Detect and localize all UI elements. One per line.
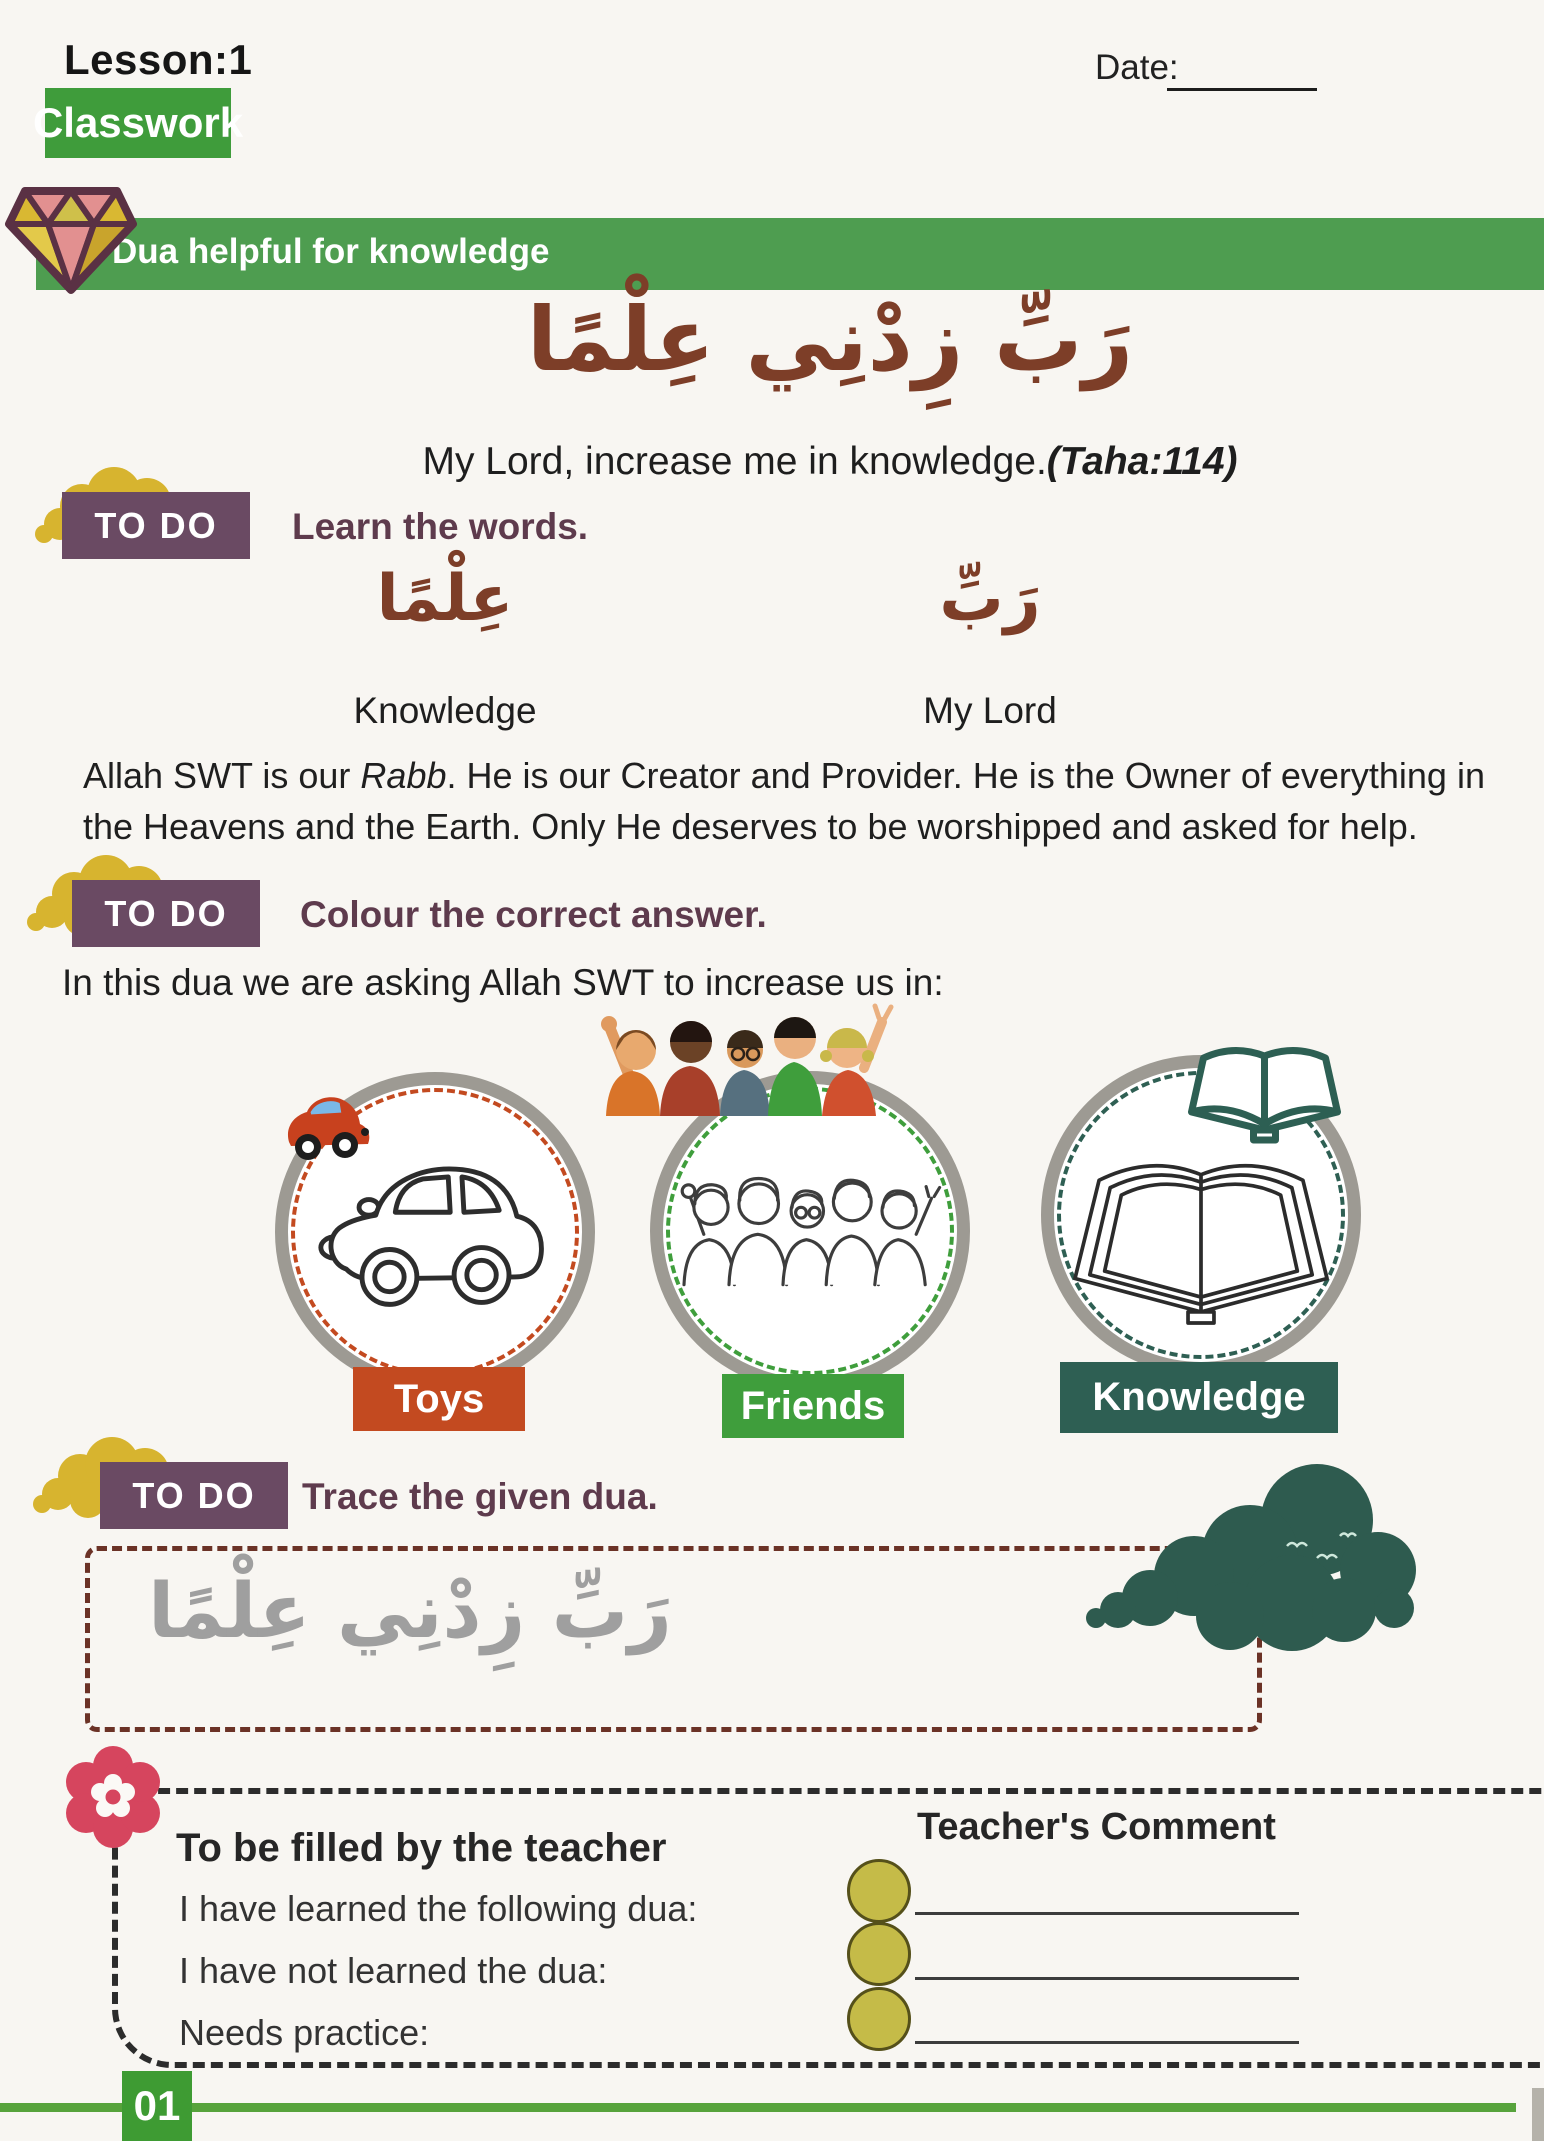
comment-dot-2[interactable] [847,1922,911,1986]
instruction-trace-dua: Trace the given dua. [302,1476,658,1517]
footer-rule [0,2103,1516,2112]
word-arabic-knowledge: عِلْمًا [376,562,514,636]
date-label: Date: [1095,48,1179,87]
todo-badge-1 [62,492,250,559]
todo-badge-3-label: TO DO [132,1474,256,1516]
page-number-badge [122,2071,192,2141]
friends-lineart-icon [675,1144,945,1294]
option-label-toys [353,1367,525,1431]
teacher-item-learned: I have learned the following dua: [179,1888,698,1929]
classwork-label: Classwork [32,99,244,146]
teacher-item-not-learned: I have not learned the dua: [179,1950,608,1991]
word-meaning-my-lord: My Lord [923,690,1057,731]
lesson-title: Lesson:1 [64,36,253,83]
dua-translation [240,440,1420,484]
teal-cloud-icon [1082,1458,1422,1683]
friends-colored-kids-icon [598,998,913,1120]
paragraph-pre: Allah SWT is our [83,755,361,796]
question-text: In this dua we are asking Allah SWT to increase us in: [62,962,944,1003]
comment-line-1[interactable] [915,1912,1299,1915]
comment-dot-1[interactable] [847,1859,911,1923]
explanation-paragraph [83,750,1535,852]
small-red-car-icon [283,1090,373,1165]
translation-text: My Lord, increase me in knowledge. [422,440,1047,483]
teacher-item-needs-practice: Needs practice: [179,2012,430,2053]
comment-dot-3[interactable] [847,1987,911,2051]
scan-edge-artifact [1532,2088,1544,2141]
section-title: Dua helpful for knowledge [112,232,550,271]
option-label-knowledge [1060,1362,1338,1433]
instruction-learn-words: Learn the words. [292,506,589,547]
todo-badge-1-label: TO DO [94,504,218,546]
instruction-colour-answer: Colour the correct answer. [300,894,767,935]
comment-line-2[interactable] [915,1977,1299,1980]
teal-book-icon [1176,1038,1354,1148]
date-input-line[interactable] [1167,88,1317,91]
todo-badge-3 [100,1462,288,1529]
comment-line-3[interactable] [915,2041,1299,2044]
todo-badge-2 [72,880,260,947]
friends-label-text: Friends [740,1383,886,1428]
teacher-comment-title: Teacher's Comment [917,1806,1276,1848]
word-arabic-my-lord: رَبِّ [939,562,1041,636]
word-meaning-knowledge: Knowledge [353,690,537,731]
knowledge-label-text: Knowledge [1092,1375,1306,1419]
todo-badge-2-label: TO DO [104,892,228,934]
teacher-box-title: To be filled by the teacher [176,1826,667,1870]
flower-icon [56,1740,171,1855]
open-book-lineart-icon [1062,1128,1340,1328]
paragraph-post: . He is our Creator and Provider. He is the Owner of everything in the Heavens and the Earth. Only He deserves to be worshipped and asked for help. [83,755,1485,848]
quran-reference: (Taha:114) [1046,440,1238,483]
page-number-text: 01 [133,2082,181,2129]
paragraph-term-rabb: Rabb [360,755,447,796]
trace-dua-text: رَبِّ زِدْنِي عِلْمًا [148,1566,672,1655]
classwork-tag [32,88,244,158]
toys-label-text: Toys [393,1376,485,1421]
dua-arabic-text: رَبِّ زِدْنِي عِلْمًا [526,288,1134,391]
option-label-friends [722,1374,904,1438]
gem-icon [0,178,142,302]
